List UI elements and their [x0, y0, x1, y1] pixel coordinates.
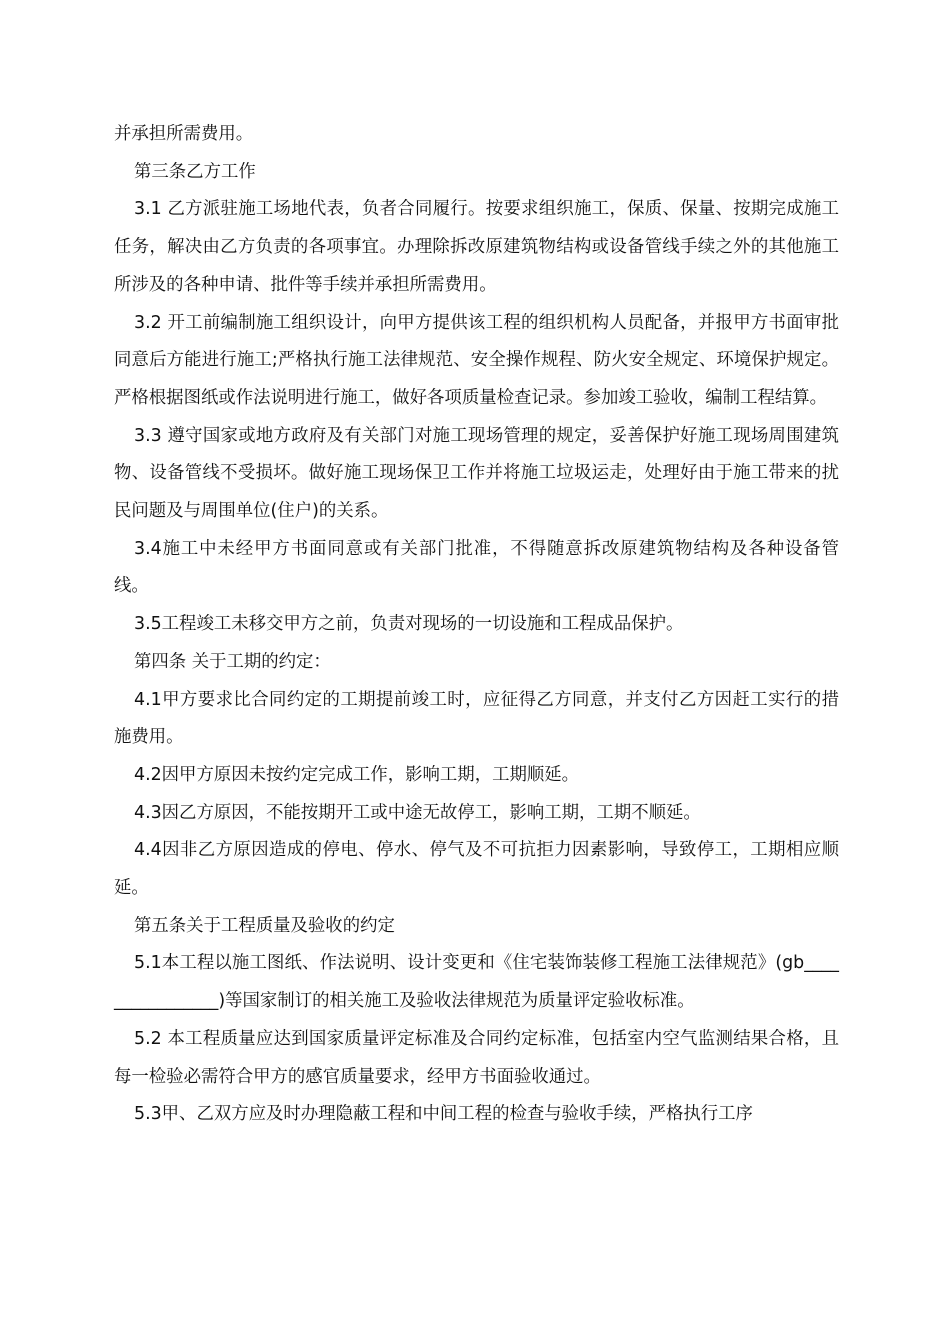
clause-3-3: 3.3 遵守国家或地方政府及有关部门对施工现场管理的规定，妥善保护好施工现场周围建筑物、设备管线不受损坏。做好施工现场保卫工作并将施工垃圾运走，处理好由于施工带来的扰民问题及与周围单位(住户)的关系。: [114, 425, 839, 522]
clause-3-1: 3.1 乙方派驻施工场地代表，负者合同履行。按要求组织施工，保质、保量、按期完成施工任务，解决由乙方负责的各项事宜。办理除拆改原建筑物结构或设备管线手续之外的其他施工所涉及的各种申请、批件等手续并承担所需费用。: [114, 199, 839, 295]
clause-4-2: 4.2因甲方原因未按约定完成工作，影响工期，工期顺延。: [134, 764, 580, 785]
paragraph-continuation: 并承担所需费用。: [114, 124, 254, 144]
clause-5-1: 5.1本工程以施工图纸、作法说明、设计变更和《住宅装饰装修工程施工法律规范》(gb________________)等国家制订的相关施工及验收法律规范为质量评定验收标准。: [114, 953, 839, 1012]
clause-5-3: 5.3甲、乙双方应及时办理隐蔽工程和中间工程的检查与验收手续，严格执行工序: [134, 1104, 753, 1125]
clause-4-1: 4.1甲方要求比合同约定的工期提前竣工时，应征得乙方同意，并支付乙方因赶工实行的措施费用。: [114, 689, 839, 748]
clause-3-2: 3.2 开工前编制施工组织设计，向甲方提供该工程的组织机构人员配备，并报甲方书面审批同意后方能进行施工;严格执行施工法律规范、安全操作规程、防火安全规定、环境保护规定。严格根据图纸或作法说明进行施工，做好各项质量检查记录。参加竣工验收，编制工程结算。: [114, 312, 839, 408]
clause-3-4: 3.4施工中未经甲方书面同意或有关部门批准，不得随意拆改原建筑物结构及各种设备管线。: [114, 538, 839, 597]
clause-4-4: 4.4因非乙方原因造成的停电、停水、停气及不可抗拒力因素影响，导致停工，工期相应顺延。: [114, 840, 839, 899]
clause-5-2: 5.2 本工程质量应达到国家质量评定标准及合同约定标准，包括室内空气监测结果合格，且每一检验必需符合甲方的感官质量要求，经甲方书面验收通过。: [114, 1028, 839, 1087]
clause-3-5: 3.5工程竣工未移交甲方之前，负责对现场的一切设施和工程成品保护。: [134, 614, 684, 635]
document-body: [114, 116, 839, 1134]
section-heading-5: 第五条关于工程质量及验收的约定: [134, 915, 395, 936]
section-heading-4: 第四条 关于工期的约定：: [134, 651, 331, 672]
clause-4-3: 4.3因乙方原因，不能按期开工或中途无故停工，影响工期，工期不顺延。: [134, 802, 701, 823]
section-heading-3: 第三条乙方工作: [134, 161, 256, 182]
